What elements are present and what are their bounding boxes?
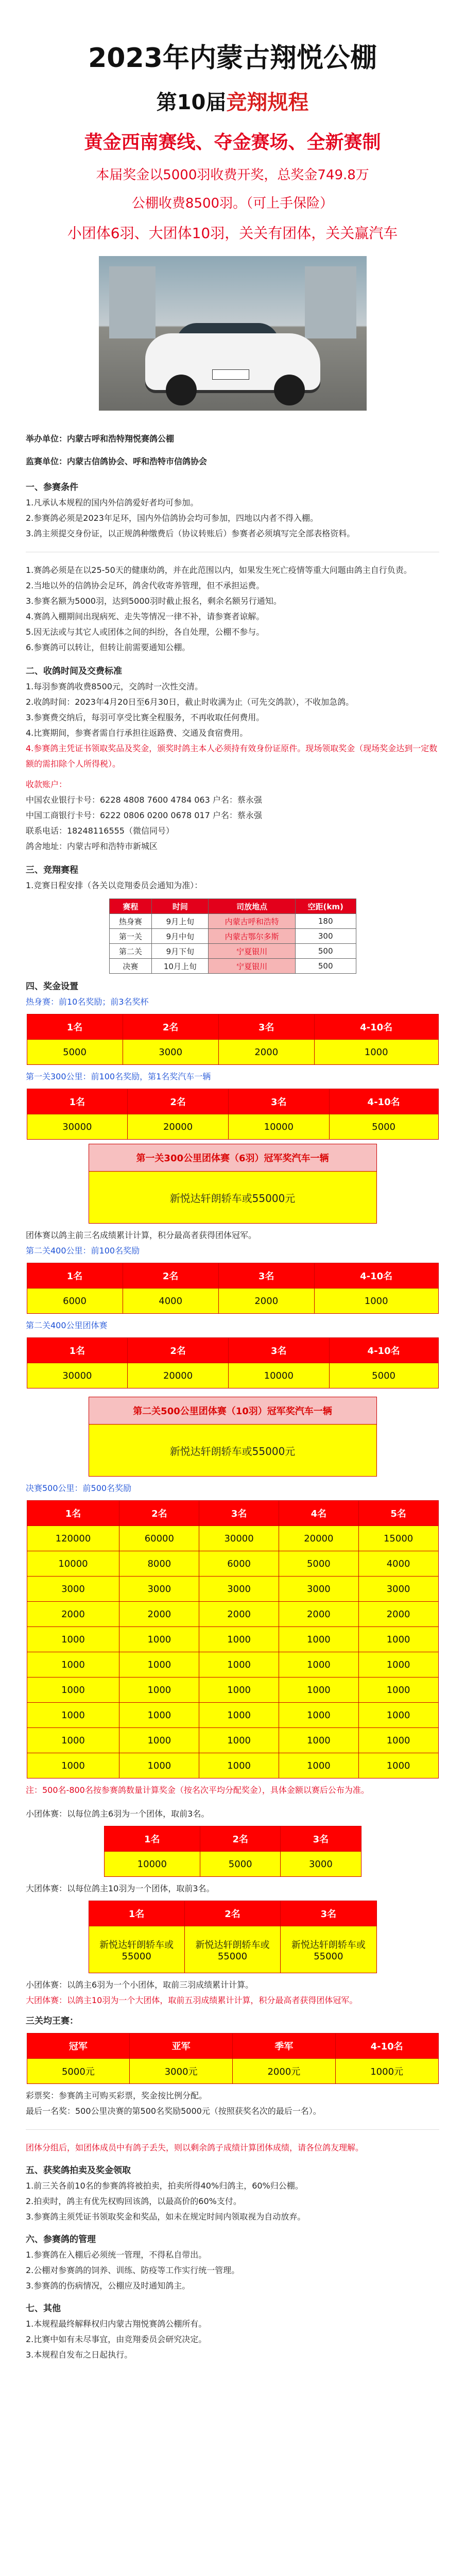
closing-red: 团体分组后，如团体成员中有鸽子丢失，则以剩余鸽子成绩计算团体成绩，请各位鸽友理解。 (26, 2143, 364, 2153)
small-team-header: 1名 (104, 1826, 200, 1852)
small-team-title: 小团体赛：以每位鸽主6羽为一个团体，取前3名。 (26, 1809, 210, 1819)
section-5-title: 五、获奖鸽拍卖及奖金领取 (26, 2165, 131, 2176)
schedule-row (109, 929, 356, 944)
section-7-item: 3.本规程自发布之日起执行。 (26, 2350, 133, 2360)
prize-section-header (0, 979, 465, 1010)
license-plate (212, 369, 249, 380)
race3b-header: 1名 (27, 1338, 128, 1363)
final-value: 15000 (358, 1526, 438, 1551)
final-value: 2000 (199, 1602, 279, 1627)
race2-value: 10000 (228, 1114, 329, 1140)
section-2-item: 3.参赛费交纳后，每羽可享受比赛全程服务，不再收取任何费用。 (26, 713, 265, 722)
note-item: 1.赛鸽必须是在以25-50天的健康幼鸽，并在此范围以内，如果发生死亡疫情等重大问题由鸽主自行负责。 (26, 565, 412, 575)
race1-header: 3名 (218, 1014, 314, 1040)
race2-note-block (0, 1228, 465, 1243)
final-row (27, 1627, 438, 1652)
race1-header: 1名 (27, 1014, 123, 1040)
final-value: 1000 (279, 1652, 358, 1677)
organizer: 举办单位：内蒙古呼和浩特翔悦赛鸽公棚 (26, 434, 175, 444)
triple-table (27, 2033, 439, 2084)
race3-value: 2000 (218, 1289, 314, 1314)
misc-block (0, 2088, 465, 2119)
race3-header: 1名 (27, 1263, 123, 1289)
final-value: 1000 (279, 1703, 358, 1728)
final-row (27, 1728, 438, 1753)
page-title: 2023年内蒙古翔悦公棚 (88, 43, 377, 74)
schedule-cell: 宁夏银川 (209, 944, 296, 959)
race3b-header: 4-10名 (329, 1338, 438, 1363)
race3b-header: 3名 (228, 1338, 329, 1363)
triple-header: 4-10名 (335, 2033, 438, 2059)
schedule-header: 赛程 (109, 899, 152, 914)
schedule-cell: 300 (295, 929, 356, 944)
schedule-cell: 热身赛 (109, 914, 152, 929)
race3b-table (27, 1337, 439, 1388)
divider (26, 2129, 439, 2130)
final-value: 1000 (27, 1753, 119, 1778)
final-header: 1名 (27, 1501, 119, 1526)
triple-header: 冠军 (27, 2033, 130, 2059)
race3-header: 2名 (123, 1263, 218, 1289)
schedule-header: 司放地点 (209, 899, 296, 914)
final-note-block (0, 1783, 465, 1798)
subtitle-highlight: 竞翔规程 (226, 91, 309, 114)
small-team-value: 5000 (200, 1852, 281, 1877)
race3b-value: 30000 (27, 1363, 128, 1388)
schedule-cell: 180 (295, 914, 356, 929)
small-team-header: 2名 (200, 1826, 281, 1852)
final-value: 1000 (358, 1677, 438, 1703)
final-value: 1000 (199, 1703, 279, 1728)
schedule-cell: 宁夏银川 (209, 959, 296, 974)
building-left (109, 266, 156, 338)
big-team-header: 3名 (281, 1901, 376, 1926)
race2-header: 4-10名 (329, 1089, 438, 1114)
section-7-item: 1.本规程最终解释权归内蒙古翔悦赛鸽公棚所有。 (26, 2319, 207, 2329)
final-value: 8000 (119, 1551, 199, 1577)
race3b-value: 20000 (128, 1363, 229, 1388)
race3-header: 3名 (218, 1263, 314, 1289)
final-block (0, 1481, 465, 1496)
final-value: 2000 (279, 1602, 358, 1627)
final-value: 2000 (358, 1602, 438, 1627)
schedule-cell: 9月下旬 (152, 944, 209, 959)
final-value: 1000 (27, 1703, 119, 1728)
car-wheel (274, 375, 305, 405)
race1-table (27, 1014, 439, 1065)
section-1 (0, 480, 465, 541)
final-title: 决赛500公里：前500名奖励 (26, 1483, 132, 1493)
notes-block (0, 563, 465, 655)
final-car-name: 新悦达轩朗轿车或55000元 (89, 1425, 376, 1477)
final-value: 1000 (27, 1728, 119, 1753)
section-7-title: 七、其他 (26, 2303, 61, 2314)
schedule-intro: 1.竞赛日程安排（各关以竞翔委员会通知为准）： (26, 880, 203, 890)
section-5-item: 3.参赛鸽主须凭证书领取奖金和奖品，如未在规定时间内领取视为自动放弃。 (26, 2212, 306, 2222)
misc-line: 彩票奖：参赛鸽主可购买彩票，奖金按比例分配。 (26, 2091, 208, 2100)
race1-header: 2名 (123, 1014, 218, 1040)
race3-value: 6000 (27, 1289, 123, 1314)
note-item: 6.参赛鸽可以转让，但转让前需要通知公棚。 (26, 642, 191, 652)
triple-header: 季军 (233, 2033, 336, 2059)
section-2 (0, 664, 465, 854)
note-item: 2.当地以外的信鸽协会足环，鸽舍代收寄养管理，但不承担运费。 (26, 581, 265, 590)
contact-line: 联系电话：18248116555（微信同号） (26, 826, 174, 836)
final-value: 2000 (27, 1602, 119, 1627)
final-row (27, 1652, 438, 1677)
final-value: 1000 (358, 1728, 438, 1753)
final-header: 2名 (119, 1501, 199, 1526)
section-6-item: 1.参赛鸽在入棚后必须统一管理，不得私自带出。 (26, 2250, 207, 2260)
car-photo (99, 256, 367, 411)
race2-header: 3名 (228, 1089, 329, 1114)
note-item: 5.因无法或与其它人或团体之间的纠纷，各自处理，公棚不参与。 (26, 627, 265, 637)
bank-line: 中国农业银行卡号：6228 4808 7600 4784 063 户名：蔡永强 (26, 795, 262, 805)
final-value: 1000 (27, 1677, 119, 1703)
final-value: 3000 (119, 1577, 199, 1602)
triple-value: 1000元 (335, 2059, 438, 2084)
big-team-value: 新悦达轩朗轿车或55000 (89, 1926, 184, 1973)
race2-note: 团体赛以鸽主前三名成绩累计计算，积分最高者获得团体冠军。 (26, 1230, 257, 1240)
schedule-cell: 内蒙古呼和浩特 (209, 914, 296, 929)
fee-line: 本届奖金以5000羽收费开奖，总奖金749.8万 (96, 167, 369, 183)
final-car-title: 第二关500公里团体赛（10羽）冠军奖汽车一辆 (89, 1397, 376, 1425)
final-car-table (89, 1397, 377, 1477)
race3b-block (0, 1318, 465, 1333)
section-2-red-note: 4.参赛鸽主凭证书领取奖品及奖金，颁奖时鸽主本人必须持有效身份证原件。现场领取奖金（现场奖金达到一定数额的需扣除个人所得税）。 (26, 743, 438, 769)
final-value: 3000 (27, 1577, 119, 1602)
final-header: 5名 (358, 1501, 438, 1526)
groups-line: 小团体6羽、大团体10羽，关关有团体，关关赢汽车 (67, 225, 398, 242)
race3b-title: 第二关400公里团体赛 (26, 1320, 108, 1330)
race3-header: 4-10名 (314, 1263, 438, 1289)
note-item: 3.参赛名额为5000羽，达到5000羽时截止报名，剩余名额另行通知。 (26, 596, 282, 606)
supervisor: 监赛单位：内蒙古信鸽协会、呼和浩特市信鸽协会 (26, 456, 208, 466)
team-note: 大团体赛：以鸽主10羽为一个大团体，取前五羽成绩累计计算，积分最高者获得团体冠军。 (26, 1995, 358, 2005)
final-value: 30000 (199, 1526, 279, 1551)
race2-table (27, 1089, 439, 1140)
race3b-value: 10000 (228, 1363, 329, 1388)
section-6-title: 六、参赛鸽的管理 (26, 2234, 96, 2245)
small-team-header: 3名 (281, 1826, 361, 1852)
prize-section-title: 四、奖金设置 (26, 981, 78, 992)
final-row (27, 1753, 438, 1778)
section-2-item: 4.比赛期间，参赛者需自行承担往返路费、交通及食宿费用。 (26, 728, 248, 738)
final-value: 1000 (119, 1677, 199, 1703)
final-note: 注：500名-800名按参赛鸽数量计算奖金（按名次平均分配奖金），具体金额以赛后公布为准。 (26, 1785, 369, 1795)
schedule-header: 时间 (152, 899, 209, 914)
section-2-item: 2.收鸽时间：2023年4月20日至6月30日，截止时收满为止（可先交鸽款），不收加急鸽。 (26, 697, 354, 707)
final-row (27, 1577, 438, 1602)
schedule-table (109, 899, 356, 974)
price-line: 公棚收费8500羽。（可上手保险） (131, 196, 334, 211)
big-team-title: 大团体赛：以每位鸽主10羽为一个团体，取前3名。 (26, 1884, 215, 1893)
section-1-item: 3.鸽主须提交身份证，以正规鸽种缴费后（协议转账后）参赛者必须填写完全部表格资料。 (26, 529, 355, 538)
schedule-cell: 决赛 (109, 959, 152, 974)
race1-value: 5000 (27, 1040, 123, 1065)
final-value: 120000 (27, 1526, 119, 1551)
final-value: 1000 (199, 1652, 279, 1677)
schedule-row (109, 959, 356, 974)
final-value: 1000 (358, 1753, 438, 1778)
tagline: 黄金西南赛线、夺金赛场、全新赛制 (84, 132, 381, 153)
car-wheel (166, 375, 197, 405)
big-team-block (0, 1881, 465, 1896)
race2-title: 第一关300公里：前100名奖励，第1名奖汽车一辆 (26, 1072, 211, 1081)
race2-value: 5000 (329, 1114, 438, 1140)
final-value: 1000 (199, 1753, 279, 1778)
final-value: 1000 (119, 1703, 199, 1728)
race1-title: 热身赛：前10名奖励；前3名奖杯 (26, 997, 149, 1007)
section-2-item: 1.每羽参赛鸽收费8500元，交鸽时一次性交清。 (26, 682, 203, 691)
final-value: 1000 (27, 1627, 119, 1652)
subtitle-prefix: 第10届 (156, 91, 227, 114)
big-team-table (89, 1901, 377, 1973)
section-7-item: 2.比赛中如有未尽事宜，由竞翔委员会研究决定。 (26, 2334, 207, 2344)
race2-block (0, 1069, 465, 1084)
triple-title: 三关均王赛： (26, 2016, 78, 2026)
section-2-title: 二、收鸽时间及交费标准 (26, 666, 122, 676)
section-6-item: 2.公棚对参赛鸽的饲养、训练、防疫等工作实行统一管理。 (26, 2265, 240, 2275)
final-row (27, 1551, 438, 1577)
race3b-header: 2名 (128, 1338, 229, 1363)
final-value: 5000 (279, 1551, 358, 1577)
race1-value: 1000 (314, 1040, 438, 1065)
final-value: 3000 (199, 1577, 279, 1602)
big-team-value: 新悦达轩朗轿车或55000 (184, 1926, 280, 1973)
schedule-cell: 内蒙古鄂尔多斯 (209, 929, 296, 944)
final-value: 1000 (358, 1627, 438, 1652)
contact-line: 鸽舍地址：内蒙古呼和浩特市新城区 (26, 841, 158, 851)
final-value: 1000 (199, 1728, 279, 1753)
race2-value: 30000 (27, 1114, 128, 1140)
section-1-item: 1.凡承认本规程的国内外信鸽爱好者均可参加。 (26, 498, 199, 507)
bank-line: 中国工商银行卡号：6222 0806 0200 0678 017 户名：蔡永强 (26, 810, 262, 820)
small-team-value: 10000 (104, 1852, 200, 1877)
race2-header: 1名 (27, 1089, 128, 1114)
race1-value: 3000 (123, 1040, 218, 1065)
race2-car-title: 第一关300公里团体赛（6羽）冠军奖汽车一辆 (89, 1144, 376, 1172)
schedule-row (109, 944, 356, 959)
final-table (27, 1500, 439, 1778)
final-value: 10000 (27, 1551, 119, 1577)
triple-value: 3000元 (130, 2059, 233, 2084)
race2-car-name: 新悦达轩朗轿车或55000元 (89, 1172, 376, 1224)
final-value: 1000 (358, 1703, 438, 1728)
final-value: 3000 (358, 1577, 438, 1602)
race2-header: 2名 (128, 1089, 229, 1114)
final-row (27, 1677, 438, 1703)
bank-label: 收款账户： (26, 779, 67, 789)
small-team-block (0, 1806, 465, 1822)
schedule-cell: 9月中旬 (152, 929, 209, 944)
note-item: 4.赛鸽入棚期间出现病死、走失等情况一律不补，请参赛者谅解。 (26, 612, 265, 621)
triple-header: 亚军 (130, 2033, 233, 2059)
building-right (305, 266, 356, 338)
schedule-cell: 500 (295, 944, 356, 959)
triple-value: 5000元 (27, 2059, 130, 2084)
race1-header: 4-10名 (314, 1014, 438, 1040)
schedule-cell: 9月上旬 (152, 914, 209, 929)
final-value: 1000 (358, 1652, 438, 1677)
big-team-value: 新悦达轩朗轿车或55000 (281, 1926, 376, 1973)
final-value: 1000 (279, 1627, 358, 1652)
race2-car-table (89, 1144, 377, 1224)
triple-value: 2000元 (233, 2059, 336, 2084)
schedule-cell: 500 (295, 959, 356, 974)
final-row (27, 1602, 438, 1627)
race3b-value: 5000 (329, 1363, 438, 1388)
race2-value: 20000 (128, 1114, 229, 1140)
section-5-item: 1.前三关各前10名的参赛鸽将被拍卖，拍卖所得40%归鸽主，60%归公棚。 (26, 2181, 303, 2191)
race3-title: 第二关400公里：前100名奖励 (26, 1246, 140, 1256)
final-value: 1000 (119, 1627, 199, 1652)
final-value: 2000 (119, 1602, 199, 1627)
final-value: 1000 (119, 1753, 199, 1778)
organizer-block (0, 431, 465, 469)
page-subtitle (0, 86, 465, 115)
final-value: 1000 (119, 1728, 199, 1753)
race3-value: 4000 (123, 1289, 218, 1314)
final-value: 1000 (279, 1728, 358, 1753)
final-value: 1000 (199, 1677, 279, 1703)
section-6-item: 3.参赛鸽的伤病情况，公棚应及时通知鸽主。 (26, 2281, 191, 2291)
schedule-header: 空距(km) (295, 899, 356, 914)
final-value: 1000 (119, 1652, 199, 1677)
final-value: 20000 (279, 1526, 358, 1551)
small-team-table (104, 1826, 361, 1877)
race3-block (0, 1243, 465, 1259)
race3-table (27, 1263, 439, 1314)
final-value: 6000 (199, 1551, 279, 1577)
misc-line: 最后一名奖：500公里决赛的第500名奖励5000元（按照获奖名次的最后一名）。 (26, 2106, 321, 2116)
section-1-title: 一、参赛条件 (26, 482, 78, 493)
team-notes-block (0, 1977, 465, 2029)
schedule-row (109, 914, 356, 929)
final-header: 3名 (199, 1501, 279, 1526)
schedule-cell: 第一关 (109, 929, 152, 944)
final-value: 4000 (358, 1551, 438, 1577)
section-5-item: 2.拍卖时，鸽主有优先权购回该鸽，以最高价的60%支付。 (26, 2196, 242, 2206)
final-value: 3000 (279, 1577, 358, 1602)
big-team-header: 1名 (89, 1901, 184, 1926)
closing-block (0, 2140, 465, 2363)
small-team-value: 3000 (281, 1852, 361, 1877)
final-value: 1000 (279, 1753, 358, 1778)
section-1-item: 2.参赛鸽必须是2023年足环，国内外信鸽协会均可参加，四地以内者不得入棚。 (26, 513, 318, 523)
final-value: 1000 (199, 1627, 279, 1652)
race3-value: 1000 (314, 1289, 438, 1314)
final-header: 4名 (279, 1501, 358, 1526)
schedule-header-row (109, 899, 356, 914)
final-value: 60000 (119, 1526, 199, 1551)
team-note: 小团体赛：以鸽主6羽为一个小团体，取前三羽成绩累计计算。 (26, 1980, 254, 1990)
final-value: 1000 (27, 1652, 119, 1677)
section-3-title: 三、竞翔赛程 (26, 865, 78, 875)
schedule-cell: 10月上旬 (152, 959, 209, 974)
section-3 (0, 862, 465, 893)
final-value: 1000 (279, 1677, 358, 1703)
race1-value: 2000 (218, 1040, 314, 1065)
big-team-header: 2名 (184, 1901, 280, 1926)
final-row (27, 1703, 438, 1728)
final-row (27, 1526, 438, 1551)
schedule-cell: 第二关 (109, 944, 152, 959)
